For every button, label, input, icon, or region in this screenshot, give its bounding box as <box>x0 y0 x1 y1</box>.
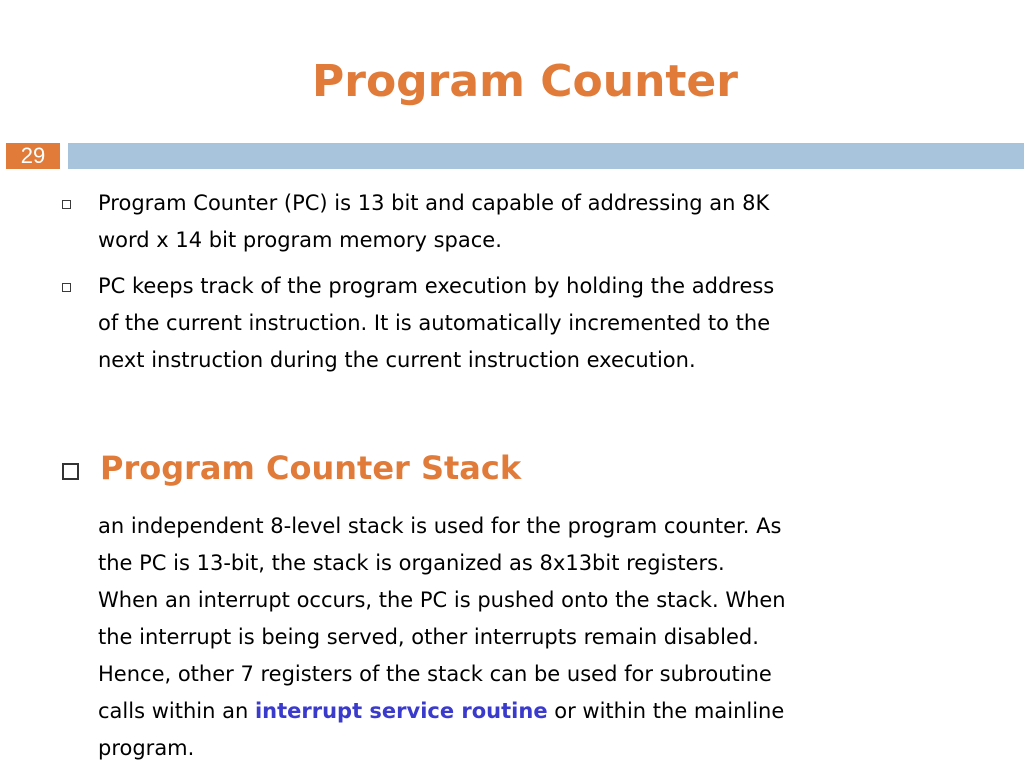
bullet-item-pc-size <box>62 185 992 265</box>
slide-title: Program Counter <box>312 56 738 107</box>
section-heading: Program Counter Stack <box>100 449 522 487</box>
paragraph-line: the interrupt is being served, other interrupts remain disabled. <box>98 625 759 649</box>
bullet-line: Program Counter (PC) is 13 bit and capable of addressing an 8K <box>98 191 770 215</box>
paragraph-line: Hence, other 7 registers of the stack can be used for subroutine <box>98 662 772 686</box>
bullet-line: of the current instruction. It is automatically incremented to the <box>98 311 771 335</box>
square-bullet-icon <box>62 200 71 209</box>
bullet-line: word x 14 bit program memory space. <box>98 228 502 252</box>
paragraph-line <box>98 693 998 730</box>
bullet-text <box>98 185 998 259</box>
paragraph-line: the PC is 13-bit, the stack is organized as 8x13bit registers. <box>98 551 725 575</box>
bullet-line: PC keeps track of the program execution by holding the address <box>98 274 775 298</box>
bullet-line: next instruction during the current instruction execution. <box>98 348 696 372</box>
paragraph-text-segment: calls within an <box>98 699 255 723</box>
interrupt-service-routine-term: interrupt service routine <box>254 699 548 723</box>
stack-description-paragraph <box>98 508 998 767</box>
bullet-item-pc-tracking <box>62 268 992 383</box>
page-number-badge: 29 <box>6 143 60 169</box>
title-divider-bar <box>68 143 1024 169</box>
bullet-text <box>98 268 998 379</box>
paragraph-line: When an interrupt occurs, the PC is pushed onto the stack. When <box>98 588 786 612</box>
square-bullet-icon <box>62 463 79 480</box>
paragraph-line: program. <box>98 736 195 760</box>
paragraph-text-segment: or within the mainline <box>547 699 785 723</box>
square-bullet-icon <box>62 283 71 292</box>
paragraph-line: an independent 8-level stack is used for the program counter. As <box>98 514 782 538</box>
